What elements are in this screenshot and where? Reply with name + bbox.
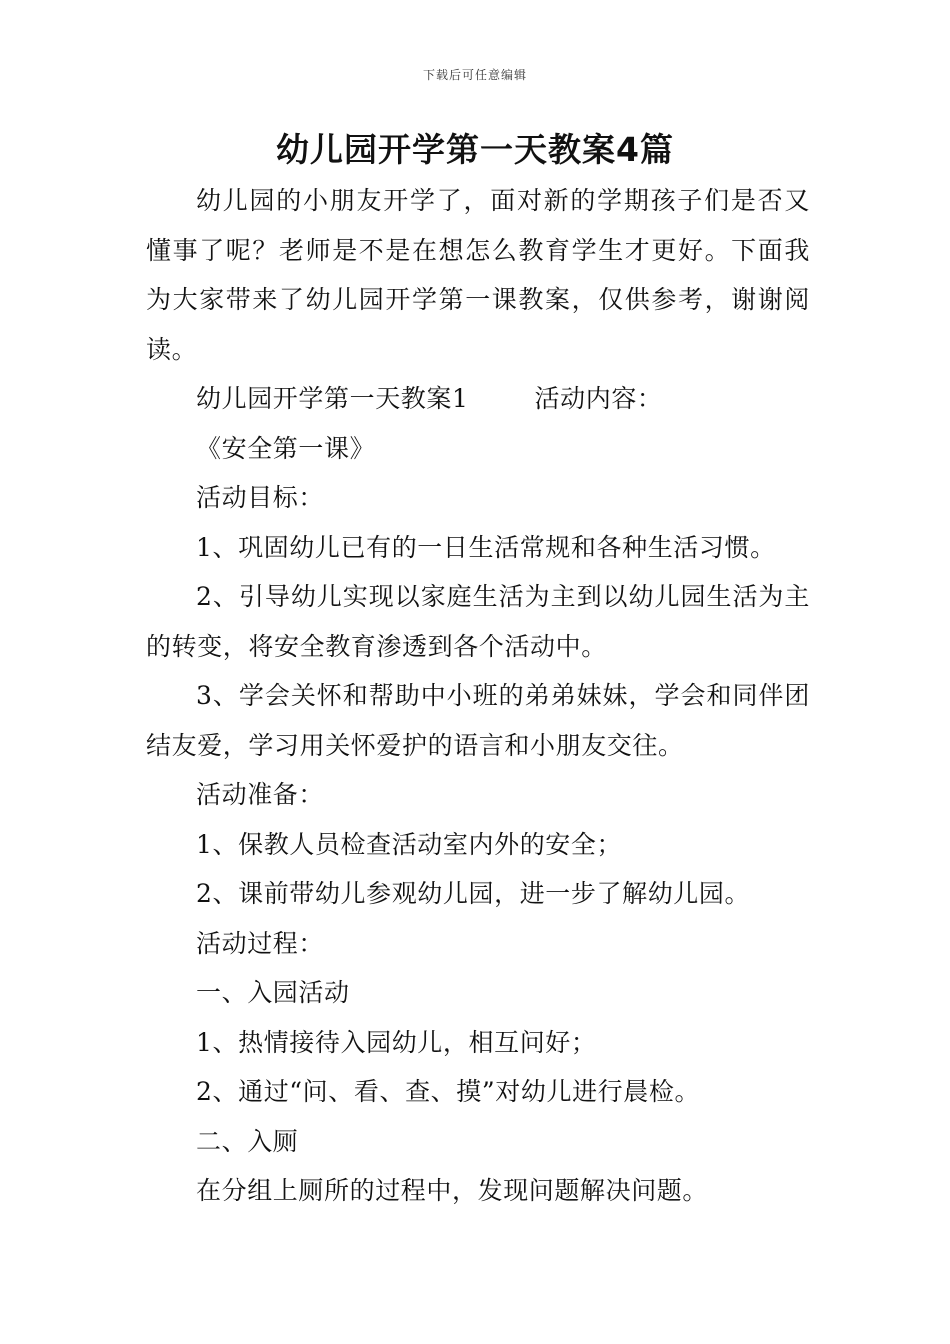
intro-paragraph: 幼儿园的小朋友开学了，面对新的学期孩子们是否又懂事了呢？老师是不是在想怎么教育学生才更好。下面我为大家带来了幼儿园开学第一课教案，仅供参考，谢谢阅读。 xyxy=(146,186,810,364)
document-title: 幼儿园开学第一天教案4篇 xyxy=(276,130,674,169)
prep-item-1: 1、保教人员检查活动室内外的安全； xyxy=(196,829,623,859)
process-heading: 活动过程： xyxy=(196,928,325,958)
goal-item-3: 3、学会关怀和帮助中小班的弟弟妹妹，学会和同伴团结友爱，学习用关怀爱护的语言和小朋友交往。 xyxy=(146,681,810,760)
goal-item-1: 1、巩固幼儿已有的一日生活常规和各种生活习惯。 xyxy=(196,532,776,562)
part1-heading: 一、入园活动 xyxy=(196,978,350,1007)
part1-item-1: 1、热情接待入园幼儿，相互问好； xyxy=(196,1027,597,1057)
prep-item-2: 2、课前带幼儿参观幼儿园，进一步了解幼儿园。 xyxy=(196,879,751,908)
part2-text: 在分组上厕所的过程中，发现问题解决问题。 xyxy=(196,1176,709,1205)
section1-heading: 幼儿园开学第一天教案1 xyxy=(196,384,469,413)
document-body xyxy=(146,176,810,1216)
header-note: 下载后可任意编辑 xyxy=(422,68,527,82)
part2-heading: 二、入厕 xyxy=(196,1126,299,1156)
lesson-name: 《安全第一课》 xyxy=(196,433,376,463)
activity-content-label: 活动内容： xyxy=(534,384,663,413)
goals-heading: 活动目标： xyxy=(196,483,325,512)
prep-heading: 活动准备： xyxy=(196,780,325,809)
goal-item-2: 2、引导幼儿实现以家庭生活为主到以幼儿园生活为主的转变，将安全教育渗透到各个活动中。 xyxy=(146,582,810,661)
part1-item-2: 2、通过“问、看、查、摸”对幼儿进行晨检。 xyxy=(196,1077,701,1106)
section1-heading-line xyxy=(146,374,810,424)
